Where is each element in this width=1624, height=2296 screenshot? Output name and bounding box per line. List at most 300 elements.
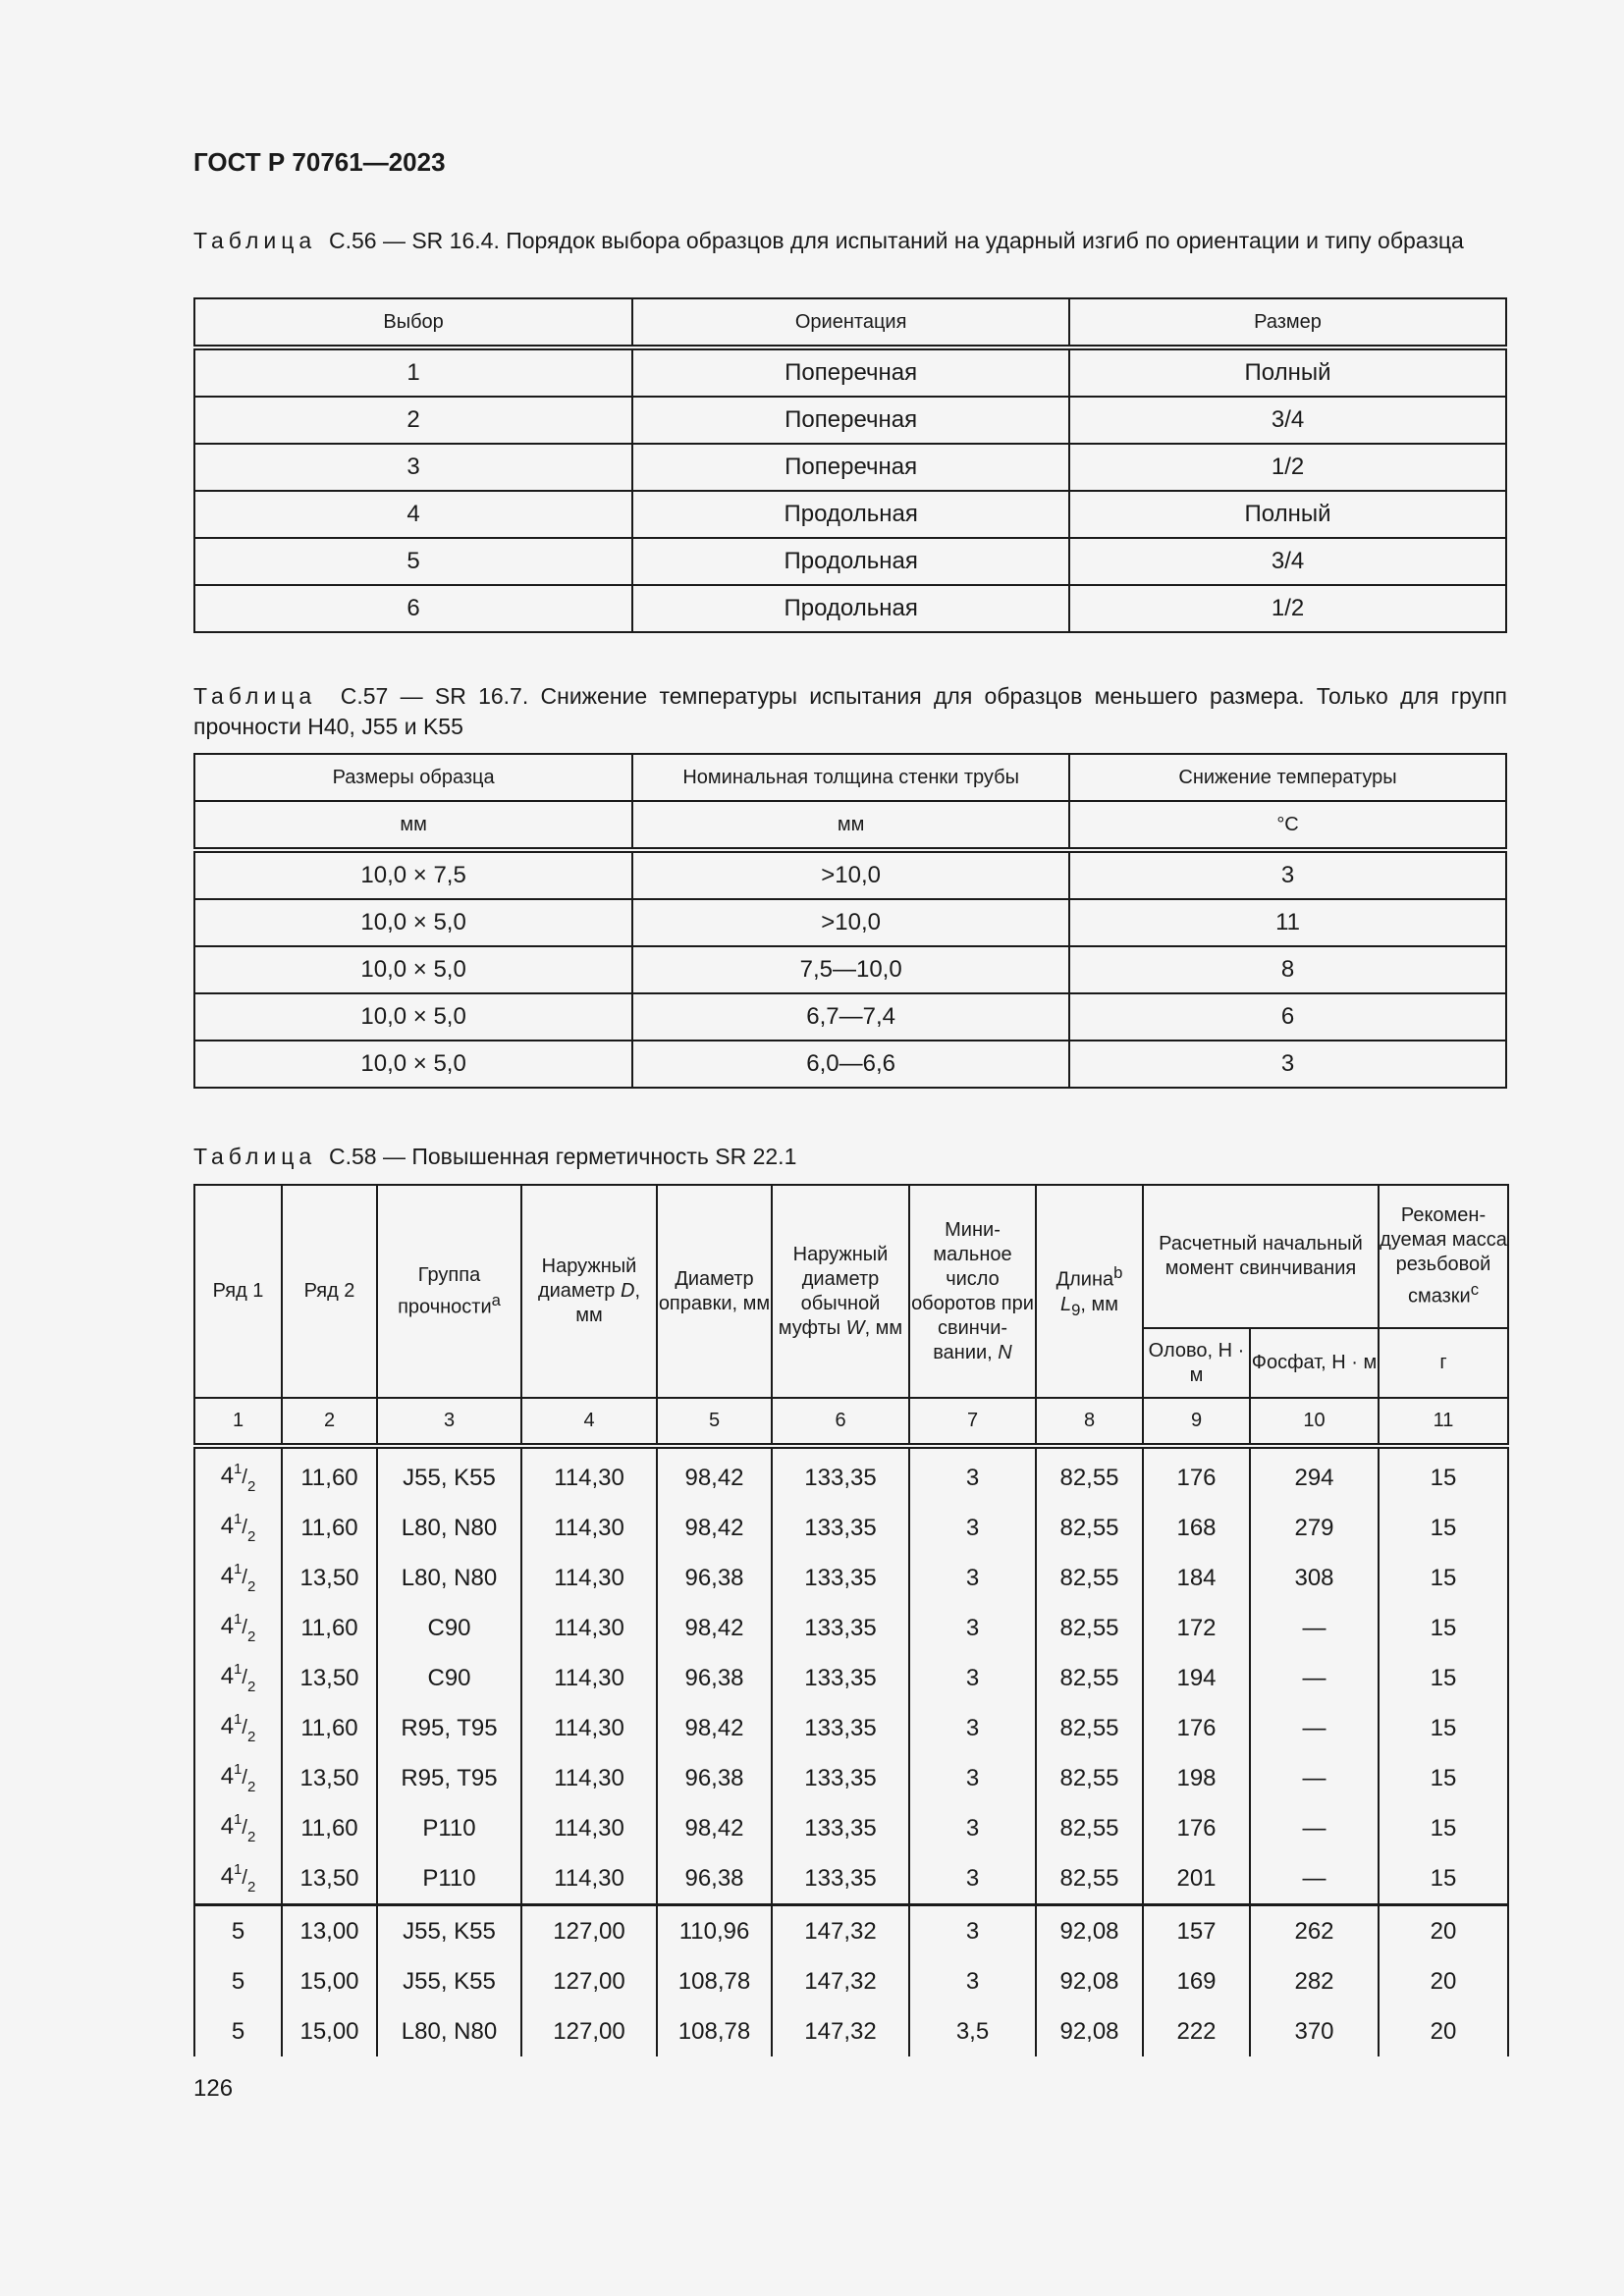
table-cell: R95, T95 (377, 1753, 521, 1803)
table-cell: 10,0 × 5,0 (194, 899, 632, 946)
row1-size-cell (194, 1753, 282, 1803)
table-cell: 11,60 (282, 1603, 377, 1653)
mixed-fraction (220, 1561, 256, 1595)
fraction-slash: / (242, 1867, 247, 1889)
table-cell: 1/2 (1069, 585, 1506, 632)
table-row (194, 347, 1506, 397)
table-cell: 114,30 (521, 1703, 657, 1753)
table-cell: 201 (1143, 1853, 1250, 1905)
table-cell: 168 (1143, 1503, 1250, 1553)
table-row (194, 1703, 1508, 1753)
table-cell: 15,00 (282, 1956, 377, 2006)
table-cell: >10,0 (632, 850, 1069, 899)
column-number: 4 (521, 1398, 657, 1446)
table-cell: 3 (909, 1703, 1036, 1753)
table-cell: 114,30 (521, 1853, 657, 1905)
table-cell: 3 (194, 444, 632, 491)
table-c56-caption-text: С.56 — SR 16.4. Порядок выбора образцов для испытаний на ударный изгиб по ориентации и типу образца (328, 228, 1464, 253)
table-cell: 92,08 (1036, 1905, 1143, 1957)
turns-symbol: N (998, 1341, 1012, 1363)
fraction-denominator: 2 (246, 1528, 256, 1545)
table-cell: 114,30 (521, 1553, 657, 1603)
table-row (194, 491, 1506, 538)
turns-header-text: Мини-мальное число оборотов при свинчи-вании, (911, 1218, 1034, 1363)
table-cell: 279 (1250, 1503, 1379, 1553)
table-cell: 15 (1379, 1653, 1508, 1703)
table-cell: >10,0 (632, 899, 1069, 946)
table-c57-header-cell: Номинальная толщина стенки трубы (632, 754, 1069, 801)
mixed-fraction (220, 1661, 256, 1695)
table-row (194, 1956, 1508, 2006)
table-cell: 127,00 (521, 1905, 657, 1957)
table-cell: 3 (909, 1553, 1036, 1603)
column-number: 8 (1036, 1398, 1143, 1446)
table-cell: P110 (377, 1853, 521, 1905)
table-cell: 133,35 (772, 1653, 909, 1703)
fraction-whole: 4 (220, 1463, 235, 1489)
table-c58-header-grade (377, 1185, 521, 1398)
fraction-numerator: 1 (234, 1561, 243, 1577)
fraction-slash: / (242, 1717, 247, 1738)
table-row (194, 397, 1506, 444)
table-cell: L80, N80 (377, 1553, 521, 1603)
table-cell: 3 (909, 1446, 1036, 1503)
table-cell: Продольная (632, 585, 1069, 632)
fraction-slash: / (242, 1667, 247, 1688)
table-c58-caption (193, 1142, 1507, 1172)
table-cell: 176 (1143, 1703, 1250, 1753)
table-cell: 13,00 (282, 1905, 377, 1957)
table-cell: 96,38 (657, 1653, 772, 1703)
table-cell: 8 (1069, 946, 1506, 993)
fraction-denominator: 2 (246, 1679, 256, 1695)
table-cell: — (1250, 1753, 1379, 1803)
fraction-denominator: 2 (246, 1578, 256, 1595)
table-row (194, 1041, 1506, 1088)
table-c58-caption-label: Таблица (193, 1144, 317, 1169)
column-number: 1 (194, 1398, 282, 1446)
table-cell: 133,35 (772, 1803, 909, 1853)
table-c58-header-row2: Ряд 2 (282, 1185, 377, 1398)
table-cell: 114,30 (521, 1446, 657, 1503)
table-cell: 3 (909, 1853, 1036, 1905)
table-cell: 3 (909, 1905, 1036, 1957)
table-cell: Полный (1069, 347, 1506, 397)
footnote-marker-c: с (1470, 1280, 1480, 1300)
fraction-denominator: 2 (246, 1829, 256, 1845)
table-c57-unit-cell: мм (632, 801, 1069, 850)
footnote-marker-b: b (1113, 1263, 1123, 1283)
table-cell: 176 (1143, 1803, 1250, 1853)
table-cell: 5 (194, 538, 632, 585)
table-cell: 15 (1379, 1503, 1508, 1553)
table-cell: — (1250, 1703, 1379, 1753)
table-cell: 110,96 (657, 1905, 772, 1957)
table-cell: 10,0 × 5,0 (194, 946, 632, 993)
mixed-fraction (220, 1511, 256, 1545)
row1-size-cell (194, 1603, 282, 1653)
table-cell: Полный (1069, 491, 1506, 538)
table-cell: 15 (1379, 1446, 1508, 1503)
table-c58-header-tin: Олово, Н · м (1143, 1328, 1250, 1398)
table-row (194, 2006, 1508, 2056)
table-cell: 98,42 (657, 1503, 772, 1553)
table-cell: 6 (1069, 993, 1506, 1041)
table-cell: 282 (1250, 1956, 1379, 2006)
table-c56 (193, 297, 1507, 633)
mixed-fraction (220, 1611, 256, 1645)
table-cell: 133,35 (772, 1753, 909, 1803)
column-number: 5 (657, 1398, 772, 1446)
table-cell: 13,50 (282, 1653, 377, 1703)
table-c57-header-cell: Снижение температуры (1069, 754, 1506, 801)
table-c58 (193, 1184, 1509, 2056)
table-cell: 262 (1250, 1905, 1379, 1957)
fraction-numerator: 1 (234, 1511, 243, 1527)
table-cell: C90 (377, 1653, 521, 1703)
table-row (194, 1905, 1508, 1957)
table-cell: 194 (1143, 1653, 1250, 1703)
table-cell: 308 (1250, 1553, 1379, 1603)
table-cell: 114,30 (521, 1653, 657, 1703)
table-cell: 1 (194, 347, 632, 397)
fraction-whole: 4 (220, 1613, 235, 1639)
length-header-unit: , мм (1080, 1293, 1118, 1315)
od-header-unit: , мм (575, 1280, 641, 1326)
table-c56-header-cell: Выбор (194, 298, 632, 347)
table-c57-header-row (194, 754, 1506, 801)
table-row (194, 1653, 1508, 1703)
table-cell: 82,55 (1036, 1503, 1143, 1553)
table-cell: 82,55 (1036, 1853, 1143, 1905)
table-cell: 10,0 × 7,5 (194, 850, 632, 899)
table-c57-caption (193, 681, 1507, 742)
row1-size-cell (194, 1803, 282, 1853)
table-cell: 3 (909, 1503, 1036, 1553)
table-c58-header-dope (1379, 1185, 1508, 1328)
table-cell: Продольная (632, 538, 1069, 585)
fraction-denominator: 2 (246, 1879, 256, 1896)
table-cell: — (1250, 1803, 1379, 1853)
table-cell: 82,55 (1036, 1703, 1143, 1753)
table-cell: 370 (1250, 2006, 1379, 2056)
page-number: 126 (193, 2075, 234, 2102)
table-c58-header-phosphate: Фосфат, Н · м (1250, 1328, 1379, 1398)
table-cell: 15 (1379, 1603, 1508, 1653)
table-cell: 10,0 × 5,0 (194, 993, 632, 1041)
fraction-slash: / (242, 1567, 247, 1588)
table-cell: 3 (909, 1603, 1036, 1653)
table-cell: 3 (909, 1653, 1036, 1703)
fraction-numerator: 1 (234, 1661, 243, 1678)
fraction-slash: / (242, 1817, 247, 1839)
coupling-header-unit: , мм (864, 1316, 903, 1339)
table-cell: — (1250, 1653, 1379, 1703)
row1-size-cell (194, 1553, 282, 1603)
footnote-marker-a: a (491, 1290, 501, 1309)
table-cell: 2 (194, 397, 632, 444)
table-cell: 114,30 (521, 1503, 657, 1553)
length-symbol: L (1059, 1293, 1072, 1315)
table-cell: 15 (1379, 1803, 1508, 1853)
table-cell: 1/2 (1069, 444, 1506, 491)
table-c58-header-length (1036, 1185, 1143, 1398)
table-row (194, 538, 1506, 585)
fraction-whole: 4 (220, 1563, 235, 1589)
table-row (194, 1603, 1508, 1653)
mixed-fraction (220, 1811, 256, 1845)
table-cell: L80, N80 (377, 2006, 521, 2056)
table-cell: — (1250, 1603, 1379, 1653)
table-cell: 10,0 × 5,0 (194, 1041, 632, 1088)
table-row (194, 1553, 1508, 1603)
table-c56-header-row (194, 298, 1506, 347)
fraction-whole: 4 (220, 1513, 235, 1539)
table-c58-header-turns (909, 1185, 1036, 1398)
row1-size-cell (194, 1703, 282, 1753)
table-cell: 133,35 (772, 1503, 909, 1553)
fraction-numerator: 1 (234, 1761, 243, 1778)
table-cell: 6 (194, 585, 632, 632)
document-header: ГОСТ Р 70761—2023 (193, 147, 446, 177)
table-row (194, 1503, 1508, 1553)
mixed-fraction (220, 1861, 256, 1896)
table-cell: 133,35 (772, 1853, 909, 1905)
table-cell: 5 (194, 1905, 282, 1957)
table-row (194, 1853, 1508, 1905)
table-cell: 11,60 (282, 1446, 377, 1503)
row1-size-cell (194, 1853, 282, 1905)
table-cell: 3 (909, 1803, 1036, 1853)
table-c58-caption-text: С.58 — Повышенная герметичность SR 22.1 (328, 1144, 797, 1169)
table-cell: — (1250, 1853, 1379, 1905)
fraction-numerator: 1 (234, 1611, 243, 1628)
coupling-header-text: Наружный диаметр обычной муфты (778, 1243, 889, 1339)
table-cell: 82,55 (1036, 1753, 1143, 1803)
table-row (194, 850, 1506, 899)
fraction-whole: 4 (220, 1863, 235, 1890)
row1-size-cell (194, 1653, 282, 1703)
mixed-fraction (220, 1761, 256, 1795)
fraction-whole: 4 (220, 1713, 235, 1739)
table-cell: 108,78 (657, 1956, 772, 2006)
table-cell: J55, K55 (377, 1446, 521, 1503)
table-c57-unit-cell: мм (194, 801, 632, 850)
table-cell: 184 (1143, 1553, 1250, 1603)
table-cell: 82,55 (1036, 1553, 1143, 1603)
od-symbol: D (621, 1280, 635, 1302)
table-cell: 133,35 (772, 1553, 909, 1603)
table-cell: 4 (194, 491, 632, 538)
table-row (194, 1803, 1508, 1853)
table-cell: 15,00 (282, 2006, 377, 2056)
table-cell: 3 (1069, 850, 1506, 899)
table-c58-header-od (521, 1185, 657, 1398)
mixed-fraction (220, 1711, 256, 1745)
table-row (194, 899, 1506, 946)
table-cell: 20 (1379, 2006, 1508, 2056)
column-number: 3 (377, 1398, 521, 1446)
table-row (194, 585, 1506, 632)
fraction-numerator: 1 (234, 1461, 243, 1477)
table-cell: 20 (1379, 1956, 1508, 2006)
table-cell: 13,50 (282, 1553, 377, 1603)
table-cell: 157 (1143, 1905, 1250, 1957)
table-cell: 133,35 (772, 1446, 909, 1503)
table-cell: 82,55 (1036, 1446, 1143, 1503)
grade-header-text: Группа прочности (398, 1263, 492, 1318)
fraction-denominator: 2 (246, 1478, 256, 1495)
table-cell: Поперечная (632, 397, 1069, 444)
table-cell: 15 (1379, 1553, 1508, 1603)
table-c57-header-cell: Размеры образца (194, 754, 632, 801)
table-c58-header-row1: Ряд 1 (194, 1185, 282, 1398)
od-header-text: Наружный диаметр (537, 1255, 637, 1302)
table-cell: 98,42 (657, 1603, 772, 1653)
table-cell: 11,60 (282, 1803, 377, 1853)
table-cell: 15 (1379, 1853, 1508, 1905)
table-row (194, 993, 1506, 1041)
table-cell: 169 (1143, 1956, 1250, 2006)
table-cell: 96,38 (657, 1553, 772, 1603)
table-c56-header-cell: Размер (1069, 298, 1506, 347)
fraction-whole: 4 (220, 1813, 235, 1840)
table-cell: 147,32 (772, 2006, 909, 2056)
table-c56-header-cell: Ориентация (632, 298, 1069, 347)
table-cell: 96,38 (657, 1853, 772, 1905)
table-cell: 92,08 (1036, 2006, 1143, 2056)
table-c57-caption-label: Таблица (193, 683, 317, 709)
table-row (194, 946, 1506, 993)
table-cell: 5 (194, 2006, 282, 2056)
table-cell: 108,78 (657, 2006, 772, 2056)
table-cell: Поперечная (632, 347, 1069, 397)
table-cell: 15 (1379, 1703, 1508, 1753)
fraction-slash: / (242, 1767, 247, 1789)
table-cell: 114,30 (521, 1803, 657, 1853)
dope-header-text: Рекомен-дуемая масса резьбовой смазки (1380, 1204, 1507, 1308)
table-cell: 82,55 (1036, 1653, 1143, 1703)
fraction-whole: 4 (220, 1763, 235, 1789)
column-number: 11 (1379, 1398, 1508, 1446)
table-cell: 3,5 (909, 2006, 1036, 2056)
table-cell: 172 (1143, 1603, 1250, 1653)
table-c58-column-numbers (194, 1398, 1508, 1446)
table-cell: 98,42 (657, 1803, 772, 1853)
table-c58-header-torque-group: Расчетный начальный момент свинчивания (1143, 1185, 1379, 1328)
table-cell: P110 (377, 1803, 521, 1853)
table-cell: 114,30 (521, 1753, 657, 1803)
table-cell: 3 (909, 1753, 1036, 1803)
table-cell: 11,60 (282, 1703, 377, 1753)
table-cell: 6,0—6,6 (632, 1041, 1069, 1088)
table-cell: 294 (1250, 1446, 1379, 1503)
table-row (194, 444, 1506, 491)
table-cell: 176 (1143, 1446, 1250, 1503)
table-row (194, 1753, 1508, 1803)
table-cell: 15 (1379, 1753, 1508, 1803)
table-c56-caption-label: Таблица (193, 228, 317, 253)
column-number: 7 (909, 1398, 1036, 1446)
table-c56-caption (193, 226, 1507, 256)
fraction-whole: 4 (220, 1663, 235, 1689)
fraction-slash: / (242, 1617, 247, 1638)
table-cell: 6,7—7,4 (632, 993, 1069, 1041)
table-cell: 114,30 (521, 1603, 657, 1653)
table-cell: 82,55 (1036, 1603, 1143, 1653)
table-cell: 20 (1379, 1905, 1508, 1957)
coupling-symbol: W (845, 1316, 865, 1339)
table-cell: 198 (1143, 1753, 1250, 1803)
table-cell: 98,42 (657, 1446, 772, 1503)
table-cell: 13,50 (282, 1853, 377, 1905)
table-cell: 13,50 (282, 1753, 377, 1803)
fraction-slash: / (242, 1467, 247, 1488)
table-c58-header-row (194, 1185, 1508, 1328)
table-c58-header-coupling (772, 1185, 909, 1398)
table-c57-unit-cell: °С (1069, 801, 1506, 850)
table-cell: 147,32 (772, 1956, 909, 2006)
table-cell: 5 (194, 1956, 282, 2006)
table-c57 (193, 753, 1507, 1089)
table-cell: 127,00 (521, 1956, 657, 2006)
column-number: 9 (1143, 1398, 1250, 1446)
table-c58-header-drift: Диаметр оправки, мм (657, 1185, 772, 1398)
table-cell: 3 (1069, 1041, 1506, 1088)
table-cell: 3/4 (1069, 397, 1506, 444)
column-number: 6 (772, 1398, 909, 1446)
row1-size-cell (194, 1503, 282, 1553)
column-number: 2 (282, 1398, 377, 1446)
table-c57-caption-text: С.57 — SR 16.7. Снижение температуры испытания для образцов меньшего размера. Только для групп прочности H40, J55 и K55 (193, 683, 1507, 739)
table-cell: 7,5—10,0 (632, 946, 1069, 993)
row1-size-cell (194, 1446, 282, 1503)
table-cell: 82,55 (1036, 1803, 1143, 1853)
table-cell: Поперечная (632, 444, 1069, 491)
fraction-denominator: 2 (246, 1729, 256, 1745)
fraction-denominator: 2 (246, 1629, 256, 1645)
fraction-numerator: 1 (234, 1811, 243, 1828)
table-cell: C90 (377, 1603, 521, 1653)
mixed-fraction (220, 1461, 256, 1495)
table-cell: J55, K55 (377, 1905, 521, 1957)
table-cell: 11 (1069, 899, 1506, 946)
table-cell: 3/4 (1069, 538, 1506, 585)
table-cell: Продольная (632, 491, 1069, 538)
table-cell: 222 (1143, 2006, 1250, 2056)
fraction-slash: / (242, 1517, 247, 1538)
length-subscript: 9 (1071, 1300, 1081, 1319)
table-c57-units-row (194, 801, 1506, 850)
fraction-numerator: 1 (234, 1861, 243, 1878)
table-cell: 98,42 (657, 1703, 772, 1753)
table-cell: 3 (909, 1956, 1036, 2006)
table-cell: J55, K55 (377, 1956, 521, 2006)
table-cell: L80, N80 (377, 1503, 521, 1553)
table-cell: 133,35 (772, 1703, 909, 1753)
table-cell: 127,00 (521, 2006, 657, 2056)
fraction-numerator: 1 (234, 1711, 243, 1728)
table-cell: 11,60 (282, 1503, 377, 1553)
table-cell: 96,38 (657, 1753, 772, 1803)
table-cell: R95, T95 (377, 1703, 521, 1753)
table-cell: 147,32 (772, 1905, 909, 1957)
column-number: 10 (1250, 1398, 1379, 1446)
table-row (194, 1446, 1508, 1503)
table-cell: 133,35 (772, 1603, 909, 1653)
fraction-denominator: 2 (246, 1779, 256, 1795)
length-header-text: Длина (1056, 1268, 1114, 1291)
